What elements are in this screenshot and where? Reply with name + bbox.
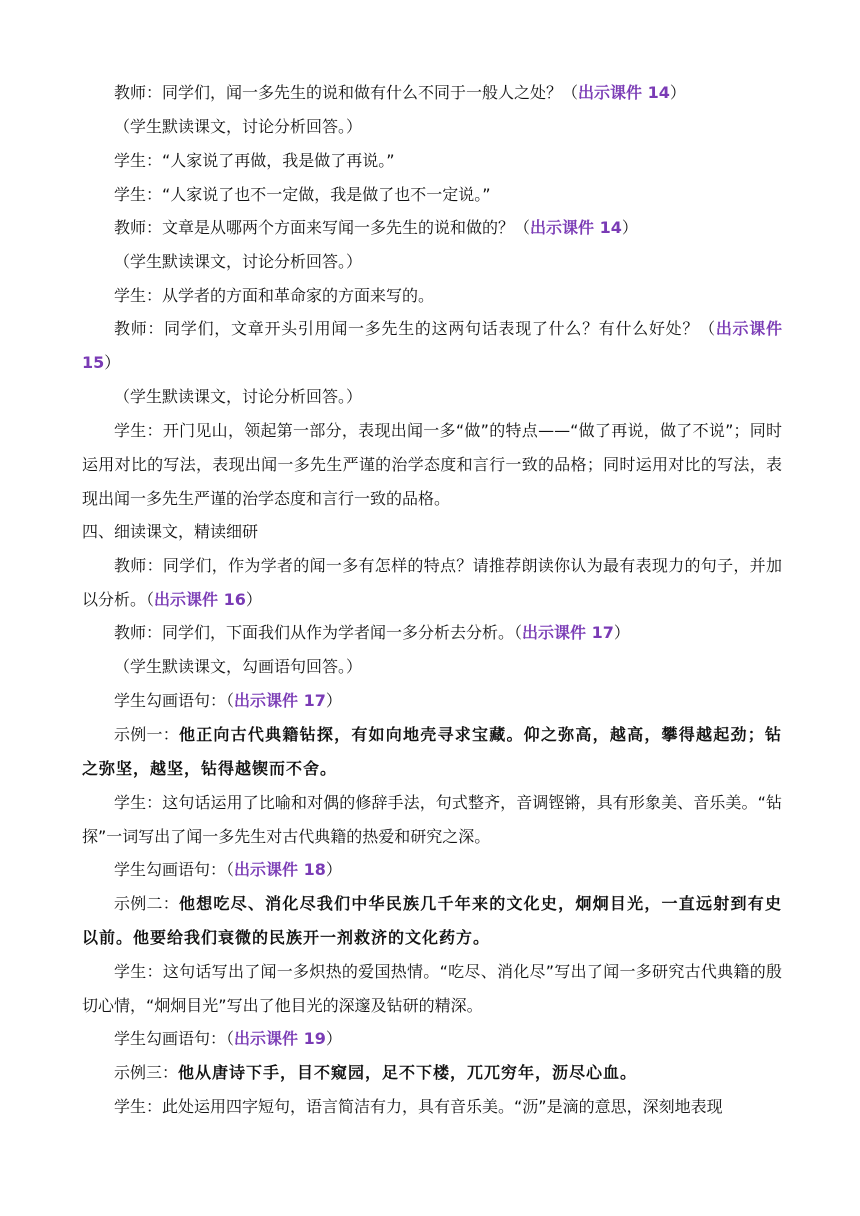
- paragraph: [82, 786, 782, 854]
- text-segment: （学生默读课文，讨论分析回答。）: [114, 387, 363, 406]
- text-segment: 示例二：: [114, 894, 179, 913]
- text-segment: 学生：从学者的方面和革命家的方面来写的。: [114, 286, 435, 305]
- text-segment: 教师：文章是从哪两个方面来写闻一多先生的说和做的？（: [114, 218, 531, 237]
- text-segment: ）: [613, 623, 630, 642]
- text-segment: ）: [325, 860, 342, 879]
- text-segment: ）: [325, 1029, 342, 1048]
- paragraph: [82, 279, 782, 313]
- text-segment: 学生：“人家说了再做，我是做了再说。”: [114, 151, 395, 170]
- paragraph: [82, 380, 782, 414]
- text-segment: 教师：同学们，作为学者的闻一多有怎样的特点？请推荐朗读你认为最有表现力的句子，并加以分析。（: [82, 556, 782, 609]
- example-quote: 他正向古代典籍钻探，有如向地壳寻求宝藏。仰之弥高，越高，攀得越起劲；钻之弥坚，越坚，钻得越锲而不舍。: [82, 725, 782, 778]
- text-segment: ）: [325, 691, 342, 710]
- courseware-ref: 出示课件 14: [578, 83, 670, 102]
- text-segment: 示例一：: [114, 725, 179, 744]
- paragraph: [82, 414, 782, 516]
- paragraph: [82, 684, 782, 718]
- paragraph: [82, 76, 782, 110]
- courseware-ref: 出示课件 16: [154, 590, 246, 609]
- example-quote: 他从唐诗下手，目不窥园，足不下楼，兀兀穷年，沥尽心血。: [178, 1063, 638, 1082]
- courseware-ref: 出示课件 14: [530, 218, 622, 237]
- example-paragraph: [82, 1056, 782, 1090]
- example-quote: 他想吃尽、消化尽我们中华民族几千年来的文化史，炯炯目光，一直远射到有史以前。他要给我们衰微的民族开一剂救济的文化药方。: [82, 894, 782, 947]
- text-segment: ）: [104, 353, 121, 372]
- text-segment: 教师：同学们，闻一多先生的说和做有什么不同于一般人之处？（: [114, 83, 579, 102]
- text-segment: （学生默读课文，讨论分析回答。）: [114, 117, 363, 136]
- text-segment: 学生勾画语句：（: [114, 1029, 235, 1048]
- paragraph: [82, 1022, 782, 1056]
- paragraph: [82, 616, 782, 650]
- paragraph: [82, 178, 782, 212]
- text-segment: 教师：同学们，下面我们从作为学者闻一多分析去分析。（: [114, 623, 523, 642]
- paragraph: [82, 853, 782, 887]
- text-segment: 学生：开门见山，领起第一部分，表现出闻一多“做”的特点——“做了再说，做了不说”；同时运用对比的写法，表现出闻一多先生严谨的治学态度和言行一致的品格；同时运用对比的写法，表现出闻一多先生严谨的治学态度和言行一致的品格。: [82, 421, 782, 508]
- text-segment: （学生默读课文，讨论分析回答。）: [114, 252, 363, 271]
- example-paragraph: [82, 887, 782, 955]
- text-segment: 学生：这句话写出了闻一多炽热的爱国热情。“吃尽、消化尽”写出了闻一多研究古代典籍的殷切心情，“炯炯目光”写出了他目光的深邃及钻研的精深。: [82, 962, 782, 1015]
- text-segment: 学生勾画语句：（: [114, 860, 235, 879]
- text-segment: ）: [245, 590, 262, 609]
- text-segment: ）: [621, 218, 638, 237]
- courseware-ref: 出示课件 18: [234, 860, 326, 879]
- text-segment: 四、细读课文，精读细研: [82, 522, 259, 541]
- courseware-ref: 出示课件 17: [234, 691, 326, 710]
- text-segment: ）: [669, 83, 686, 102]
- text-segment: 教师：同学们，文章开头引用闻一多先生的这两句话表现了什么？有什么好处？（: [114, 319, 716, 338]
- paragraph: [82, 1090, 782, 1124]
- example-paragraph: [82, 718, 782, 786]
- paragraph: [82, 312, 782, 380]
- paragraph: [82, 211, 782, 245]
- text-segment: （学生默读课文，勾画语句回答。）: [114, 657, 363, 676]
- text-segment: 学生：“人家说了也不一定做，我是做了也不一定说。”: [114, 185, 491, 204]
- courseware-ref: 出示课件 15: [82, 319, 782, 372]
- courseware-ref: 出示课件 19: [234, 1029, 326, 1048]
- section-heading: [82, 515, 782, 549]
- paragraph: [82, 650, 782, 684]
- paragraph: [82, 955, 782, 1023]
- courseware-ref: 出示课件 17: [522, 623, 614, 642]
- text-segment: 学生勾画语句：（: [114, 691, 235, 710]
- text-segment: 学生：此处运用四字短句，语言简洁有力，具有音乐美。“沥”是滴的意思，深刻地表现: [114, 1097, 723, 1116]
- paragraph: [82, 144, 782, 178]
- paragraph: [82, 245, 782, 279]
- text-segment: 学生：这句话运用了比喻和对偶的修辞手法，句式整齐，音调铿锵，具有形象美、音乐美。“钻探”一词写出了闻一多先生对古代典籍的热爱和研究之深。: [82, 793, 782, 846]
- paragraph: [82, 549, 782, 617]
- paragraph: [82, 110, 782, 144]
- text-segment: 示例三：: [114, 1063, 179, 1082]
